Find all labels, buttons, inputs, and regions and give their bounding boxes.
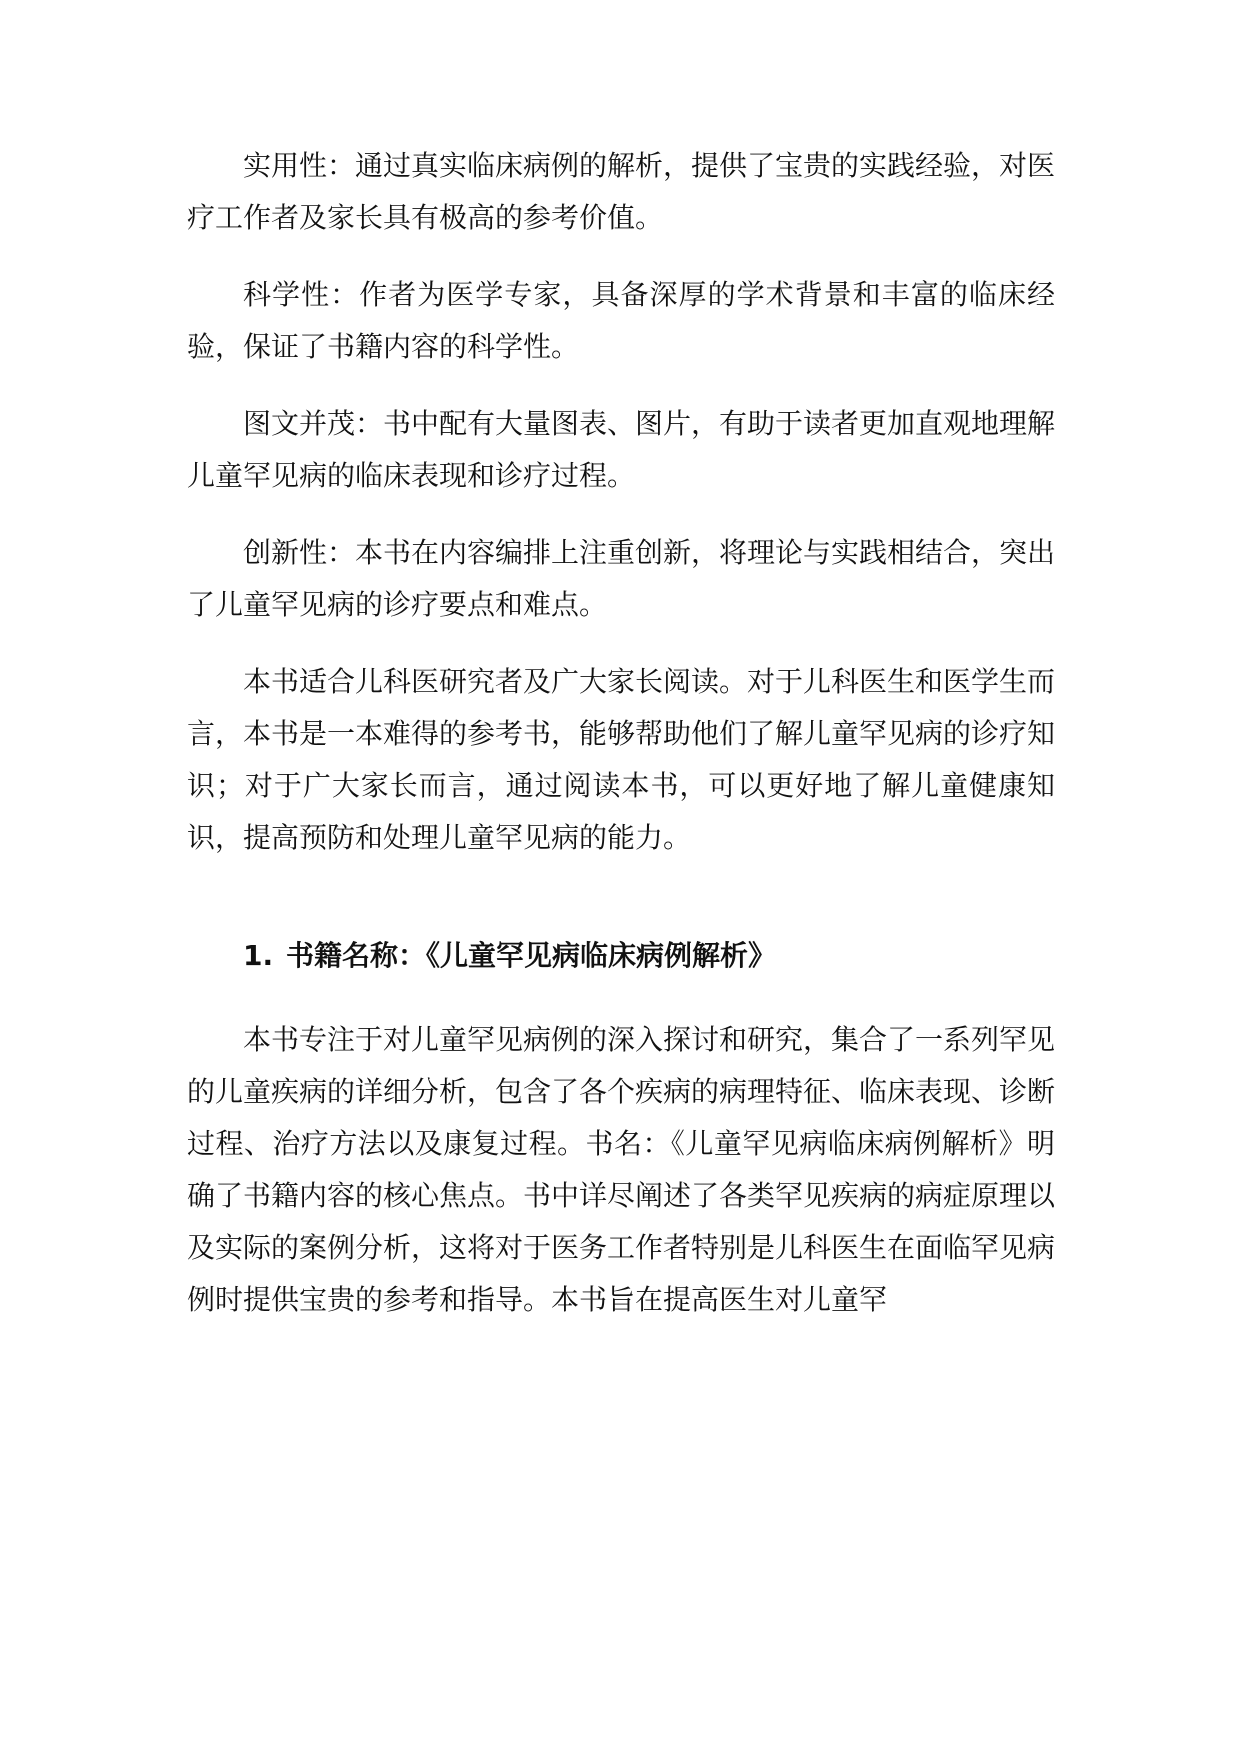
paragraph-scientific: 科学性：作者为医学专家，具备深厚的学术背景和丰富的临床经验，保证了书籍内容的科学性。 (187, 278, 1055, 363)
paragraph-audience: 本书适合儿科医研究者及广大家长阅读。对于儿科医生和医学生而言，本书是一本难得的参考书，能够帮助他们了解儿童罕见病的诊疗知识；对于广大家长而言，通过阅读本书，可以更好地了解儿童健康知识，提高预防和处理儿童罕见病的能力。 (187, 665, 1056, 854)
section-heading-text: 书籍名称：《儿童罕见病临床病例解析》 (286, 939, 777, 972)
document-body (187, 140, 1055, 1351)
paragraph-practicality: 实用性：通过真实临床病例的解析，提供了宝贵的实践经验，对医疗工作者及家长具有极高的参考价值。 (187, 149, 1056, 234)
section-heading-number: 1. (243, 939, 274, 972)
section-heading (187, 930, 1055, 982)
paragraph-innovation: 创新性：本书在内容编排上注重创新，将理论与实践相结合，突出了儿童罕见病的诊疗要点和难点。 (187, 536, 1056, 621)
paragraph-illustrated: 图文并茂：书中配有大量图表、图片，有助于读者更加直观地理解儿童罕见病的临床表现和诊疗过程。 (187, 407, 1056, 492)
paragraph-book-summary: 本书专注于对儿童罕见病例的深入探讨和研究，集合了一系列罕见的儿童疾病的详细分析，包含了各个疾病的病理特征、临床表现、诊断过程、治疗方法以及康复过程。书名：《儿童罕见病临床病例解析》明确了书籍内容的核心焦点。书中详尽阐述了各类罕见疾病的病症原理以及实际的案例分析，这将对于医务工作者特别是儿科医生在面临罕见病例时提供宝贵的参考和指导。本书旨在提高医生对儿童罕 (187, 1023, 1056, 1316)
